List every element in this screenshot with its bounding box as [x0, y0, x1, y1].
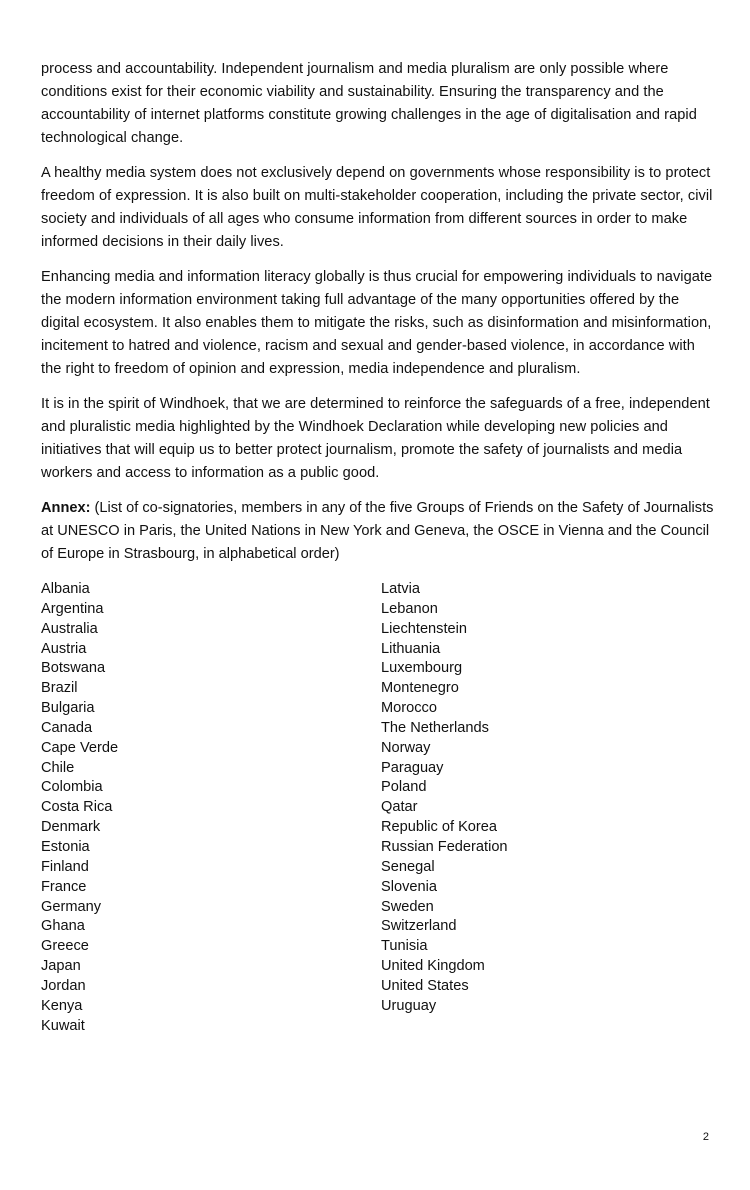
signatory-country: Canada: [41, 719, 93, 736]
annex-label: Annex:: [41, 500, 91, 516]
signatory-country: Estonia: [41, 838, 90, 855]
document-page: [41, 58, 715, 1040]
signatory-country: Bulgaria: [41, 700, 95, 717]
signatory-country: Paraguay: [381, 759, 444, 776]
signatory-country: France: [41, 878, 87, 895]
signatory-country: Colombia: [41, 779, 103, 796]
signatory-country: Norway: [381, 739, 431, 756]
signatory-country: Japan: [41, 958, 81, 975]
signatory-country: Australia: [41, 620, 98, 637]
signatory-country: Montenegro: [381, 680, 459, 697]
signatory-country: Switzerland: [381, 918, 457, 935]
signatory-country: Argentina: [41, 600, 104, 617]
signatory-country: Morocco: [381, 700, 437, 717]
annex-paragraph: [41, 497, 715, 566]
signatory-country: Albania: [41, 581, 90, 597]
signatory-country: Lithuania: [381, 640, 441, 657]
signatory-country: Poland: [381, 779, 427, 796]
signatory-country: Slovenia: [381, 878, 437, 895]
signatory-country: Uruguay: [381, 997, 437, 1014]
signatory-country: Sweden: [381, 898, 434, 915]
page-number: 2: [702, 1131, 709, 1143]
signatory-country: Costa Rica: [41, 799, 113, 816]
signatory-country: Cape Verde: [41, 739, 119, 756]
signatory-country: Luxembourg: [381, 660, 463, 677]
signatory-country: Russian Federation: [381, 838, 508, 855]
signatory-country: Brazil: [41, 680, 78, 697]
signatory-country: Republic of Korea: [381, 819, 498, 836]
signatory-country: Qatar: [381, 799, 418, 816]
signatory-country: Austria: [41, 640, 87, 657]
signatory-country: Kenya: [41, 997, 83, 1014]
signatory-country: Finland: [41, 858, 89, 875]
signatory-column-left: [41, 580, 118, 1036]
signatory-column-right: [381, 580, 508, 1017]
paragraph-3: Enhancing media and information literacy globally is thus crucial for empowering individuals to navigate the modern information environment taking full advantage of the many opportunities offered by the digital ecosystem. It also enables them to mitigate the risks, such as disinformation and misinformation, incitement to hatred and violence, racism and sexual and gender-based violence, in accordance with the right to freedom of opinion and expression, media independence and pluralism.: [41, 269, 713, 377]
paragraph-1: process and accountability. Independent journalism and media pluralism are only possible where conditions exist for their economic viability and sustainability. Ensuring the transparency and the accountability of internet platforms constitute growing challenges in the age of digitalisation and rapid technological change.: [41, 61, 697, 146]
signatory-country: The Netherlands: [381, 719, 489, 736]
signatory-country: Greece: [41, 938, 89, 955]
signatory-country: Botswana: [41, 660, 106, 677]
signatory-list: [41, 580, 715, 1040]
signatory-country: Latvia: [381, 581, 420, 597]
paragraph-2: A healthy media system does not exclusively depend on governments whose responsibility is to protect freedom of expression. It is also built on multi-stakeholder cooperation, including the private sector, civil society and individuals of all ages who consume information from different sources in order to make informed decisions in their daily lives.: [41, 165, 713, 250]
signatory-country: United Kingdom: [381, 958, 485, 975]
signatory-country: Senegal: [381, 858, 435, 875]
signatory-country: United States: [381, 977, 469, 994]
signatory-country: Liechtenstein: [381, 620, 468, 637]
signatory-country: Lebanon: [381, 600, 438, 617]
signatory-country: Ghana: [41, 918, 85, 935]
signatory-country: Denmark: [41, 819, 101, 836]
signatory-country: Tunisia: [381, 938, 428, 955]
paragraph-4: It is in the spirit of Windhoek, that we are determined to reinforce the safeguards of a free, independent and pluralistic media highlighted by the Windhoek Declaration while developing new policies and initiatives that will equip us to better protect journalism, promote the safety of journalists and media workers and access to information as a public good.: [41, 396, 710, 481]
signatory-country: Kuwait: [41, 1017, 85, 1034]
annex-text: (List of co-signatories, members in any of the five Groups of Friends on the Safety of Journalists at UNESCO in Paris, the United Nations in New York and Geneva, the OSCE in Vienna and the Council of Europe in Strasbourg, in alphabetical order): [41, 500, 714, 562]
signatory-country: Chile: [41, 759, 75, 776]
signatory-country: Jordan: [41, 977, 86, 994]
signatory-country: Germany: [41, 898, 102, 915]
